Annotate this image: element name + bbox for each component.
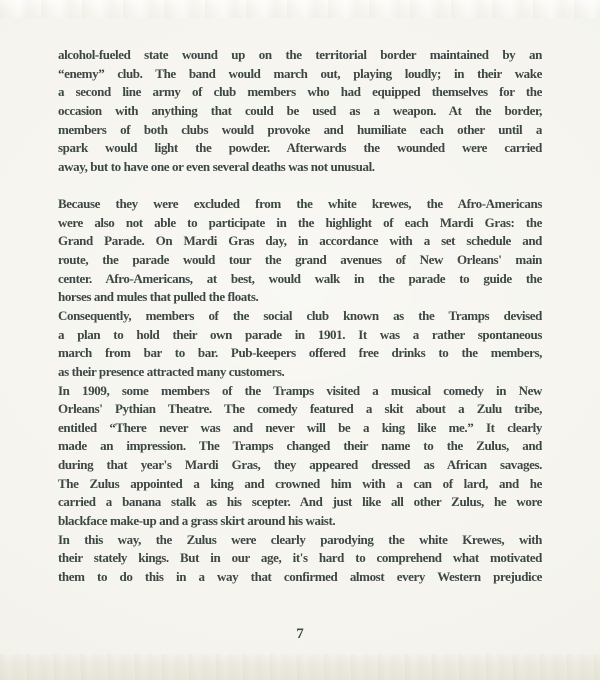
body-text-block — [58, 46, 542, 587]
text-line: made an impression. The Tramps changed their name to the Zulus, and — [58, 438, 542, 454]
text-line: blackface make-up and a grass skirt around his waist. — [58, 513, 336, 529]
text-line: during that year's Mardi Gras, they appeared dressed as African savages. — [58, 457, 542, 473]
text-line: spark would light the powder. Afterwards the wounded were carried — [58, 140, 542, 156]
paragraph — [58, 46, 542, 176]
text-line: In 1909, some members of the Tramps visited a musical comedy in New — [58, 382, 542, 398]
text-line: a plan to hold their own parade in 1901. It was a rather spontaneous — [58, 326, 542, 342]
text-line: Orleans' Pythian Theatre. The comedy featured a skit about a Zulu tribe, — [58, 401, 542, 417]
text-line: them to do this in a way that confirmed almost every Western prejudice — [58, 568, 542, 584]
text-line: occasion with anything that could be used as a weapon. At the border, — [58, 102, 542, 118]
text-line: Grand Parade. On Mardi Gras day, in accordance with a set schedule and — [58, 233, 542, 249]
page-bottom-edge — [0, 654, 600, 680]
text-line: horses and mules that pulled the floats. — [58, 289, 259, 305]
paragraph — [58, 382, 542, 531]
text-line: their stately kings. But in our age, it's hard to comprehend what motivated — [58, 550, 542, 566]
page-number: 7 — [296, 626, 304, 642]
text-line: Consequently, members of the social club known as the Tramps devised — [58, 307, 542, 323]
text-line: were also not able to participate in the highlight of each Mardi Gras: the — [58, 214, 542, 230]
text-line: members of both clubs would provoke and humiliate each other until a — [58, 121, 542, 137]
text-line: In this way, the Zulus were clearly parodying the white Krewes, with — [58, 531, 542, 547]
text-line: entitled “There never was and never will be a king like me.” It clearly — [58, 419, 542, 435]
text-line: away, but to have one or even several deaths was not unusual. — [58, 158, 375, 174]
text-line: “enemy” club. The band would march out, playing loudly; in their wake — [58, 65, 542, 81]
paragraph — [58, 195, 542, 307]
paragraph — [58, 307, 542, 382]
text-line: The Zulus appointed a king and crowned him with a can of lard, and he — [58, 475, 542, 491]
text-line: alcohol-fueled state wound up on the territorial border maintained by an — [58, 47, 542, 62]
text-line: route, the parade would tour the grand avenues of New Orleans' main — [58, 252, 542, 268]
text-line: a second line army of club members who had equipped themselves for the — [58, 84, 542, 100]
page-top-edge — [0, 0, 600, 18]
text-line: Because they were excluded from the white krewes, the Afro-Americans — [58, 196, 542, 212]
text-line: march from bar to bar. Pub-keepers offered free drinks to the members, — [58, 345, 542, 361]
text-line: as their presence attracted many customers. — [58, 363, 285, 379]
text-line: center. Afro-Americans, at best, would walk in the parade to guide the — [58, 270, 542, 286]
text-line: carried a banana stalk as his scepter. And just like all other Zulus, he wore — [58, 494, 542, 510]
paragraph — [58, 531, 542, 587]
